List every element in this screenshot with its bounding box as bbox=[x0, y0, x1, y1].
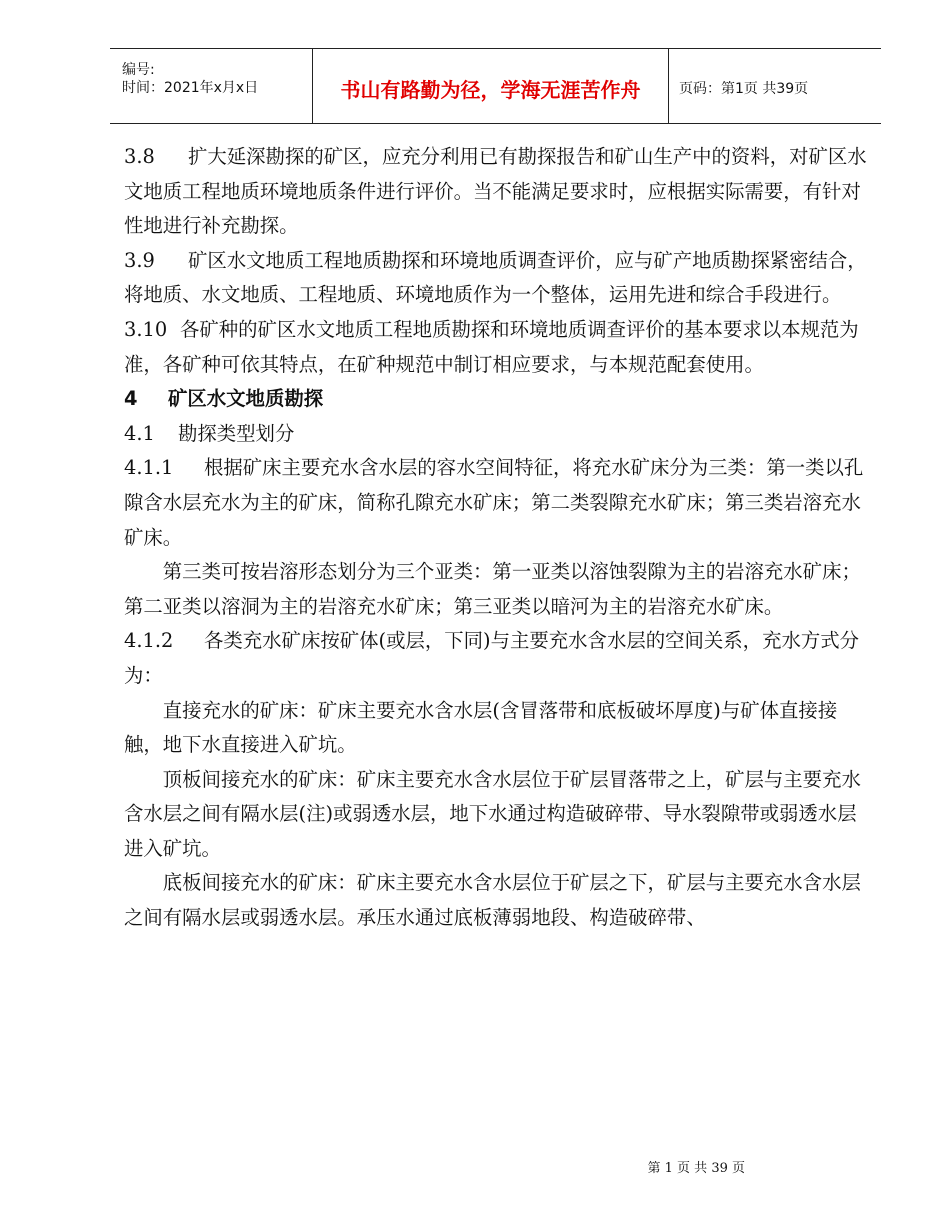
karst-subtypes-paragraph: 第三类可按岩溶形态划分为三个亚类：第一亚类以溶蚀裂隙为主的岩溶充水矿床；第二亚类以溶洞为主的岩溶充水矿床；第三亚类以暗河为主的岩溶充水矿床。 bbox=[124, 560, 861, 618]
section-text: 各类充水矿床按矿体(或层，下同)与主要充水含水层的空间关系，充水方式分为： bbox=[124, 629, 860, 687]
section-4-1-heading bbox=[124, 417, 872, 452]
section-3-8 bbox=[124, 140, 872, 244]
footer-page-number: 第 1 页 共 39 页 bbox=[647, 1161, 745, 1176]
section-4-1-1 bbox=[124, 451, 872, 555]
header-page-info: 页码：第1页 共39页 bbox=[679, 81, 809, 97]
section-number: 4.1 bbox=[124, 421, 155, 445]
header-motto: 书山有路勤为径，学海无涯苦作舟 bbox=[312, 49, 669, 123]
document-body bbox=[124, 140, 872, 936]
section-title: 勘探类型划分 bbox=[178, 421, 295, 445]
section-number: 3.10 bbox=[124, 317, 168, 341]
direct-filling-paragraph: 直接充水的矿床：矿床主要充水含水层(含冒落带和底板破坏厚度)与矿体直接接触，地下水直接进入矿坑。 bbox=[124, 698, 838, 757]
header-meta bbox=[110, 49, 312, 123]
section-number: 4 bbox=[124, 387, 138, 411]
document-number-label: 编号: bbox=[122, 62, 155, 78]
page-header bbox=[110, 48, 881, 124]
floor-indirect-paragraph: 底板间接充水的矿床：矿床主要充水含水层位于矿层之下，矿层与主要充水含水层之间有隔水层或弱透水层。承压水通过底板薄弱地段、构造破碎带、 bbox=[124, 871, 861, 930]
section-title: 矿区水文地质勘探 bbox=[168, 387, 324, 411]
section-text: 矿区水文地质工程地质勘探和环境地质调查评价，应与矿产地质勘探紧密结合，将地质、水文地质、工程地质、环境地质作为一个整体，运用先进和综合手段进行。 bbox=[124, 248, 867, 307]
section-text: 根据矿床主要充水含水层的容水空间特征，将充水矿床分为三类：第一类以孔隙含水层充水为主的矿床，简称孔隙充水矿床；第二类裂隙充水矿床；第三类岩溶充水矿床。 bbox=[124, 456, 864, 549]
chapter-4-heading bbox=[124, 382, 872, 417]
page-footer bbox=[0, 1157, 950, 1176]
section-number: 3.9 bbox=[124, 248, 155, 272]
roof-indirect-paragraph: 顶板间接充水的矿床：矿床主要充水含水层位于矿层冒落带之上，矿层与主要充水含水层之间有隔水层(注)或弱透水层，地下水通过构造破碎带、导水裂隙带或弱透水层进入矿坑。 bbox=[124, 767, 861, 860]
section-text: 扩大延深勘探的矿区，应充分利用已有勘探报告和矿山生产中的资料，对矿区水文地质工程地质环境地质条件进行评价。当不能满足要求时，应根据实际需要，有针对性地进行补充勘探。 bbox=[124, 145, 867, 238]
section-3-9 bbox=[124, 244, 872, 313]
section-number: 3.8 bbox=[124, 145, 155, 168]
section-number: 4.1.2 bbox=[124, 629, 174, 653]
document-time: 时间：2021年x月x日 bbox=[122, 80, 259, 96]
section-4-1-2 bbox=[124, 624, 872, 693]
section-number: 4.1.1 bbox=[124, 456, 174, 480]
section-text: 各矿种的矿区水文地质工程地质勘探和环境地质调查评价的基本要求以本规范为准，各矿种可依其特点，在矿种规范中制订相应要求，与本规范配套使用。 bbox=[124, 317, 859, 376]
section-3-10 bbox=[124, 313, 872, 382]
